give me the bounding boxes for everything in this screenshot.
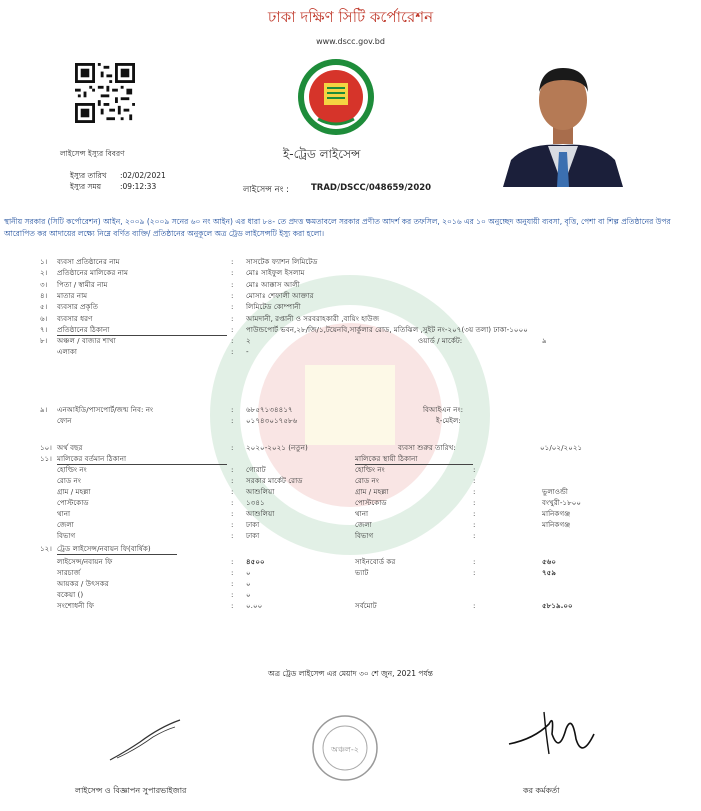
row-colon: : bbox=[231, 557, 234, 566]
row-colon: : bbox=[473, 476, 476, 485]
svg-text:অঞ্চল-২: অঞ্চল-২ bbox=[331, 745, 359, 754]
qr-code bbox=[75, 63, 135, 123]
office-seal bbox=[310, 713, 380, 783]
ward-value: ৯ bbox=[542, 336, 547, 346]
row-label: ব্যবসার ধরণ bbox=[57, 313, 93, 323]
fee-right-value: ৫৬০ bbox=[542, 557, 557, 566]
fiscal-year-value: ২০২০-২০২১ (নতুন) bbox=[246, 443, 308, 452]
website-url[interactable]: www.dscc.gov.bd bbox=[316, 37, 385, 46]
row-colon: : bbox=[231, 465, 234, 474]
legal-intro-text: স্থানীয় সরকার (সিটি কর্পোরেশন) আইন, ২০০৯ (২০০৯ সনের ৬০ নং আইন) এর ধারা ৮৪- তে প্রদত্ত ক্ষমতাবলে সরকার প্রণীত আদর্শ কর তফসিল, ২০১৬ এর ১০ অনুচ্ছেদ অনুযায়ী ব্যবসা, বৃত্তি, পেশা বা শিল্প প্রতিষ্ঠানের উপর আরোপিত কর আদায়ের লক্ষ্যে নিম্নে বর্ণিত ব্যক্তি/ প্রতিষ্ঠানের অনুকূলে অত্র ট্রেড লাইসেন্সটি ইস্যু করা হলো। bbox=[4, 217, 671, 238]
supervisor-label: লাইসেন্স ও বিজ্ঞাপন সুপারভাইজার bbox=[75, 786, 187, 795]
row-colon: : bbox=[231, 498, 234, 507]
row-colon: : bbox=[231, 601, 234, 610]
fee-value: ০.০০ bbox=[246, 601, 263, 610]
present-address-field-value: আশুলিয়া bbox=[246, 509, 275, 518]
row-label: মাতার নাম bbox=[57, 290, 88, 300]
row-value: মোসাঃ শেফালী আক্তার bbox=[246, 290, 314, 300]
row-colon: : bbox=[473, 557, 476, 566]
permanent-address-title: মালিকের স্থায়ী ঠিকানা bbox=[355, 454, 418, 463]
row-colon: : bbox=[231, 531, 234, 540]
present-address-field-value: ঢাকা bbox=[246, 531, 260, 540]
row-colon: : bbox=[473, 509, 476, 518]
row-colon: : bbox=[231, 336, 234, 346]
row-colon: : bbox=[231, 302, 234, 312]
row-colon: : bbox=[231, 487, 234, 496]
permanent-address-field-label: পোস্টকোড bbox=[355, 498, 387, 507]
row-number: ৪। bbox=[40, 290, 48, 300]
row-label: ব্যবসার প্রকৃতি bbox=[57, 302, 98, 312]
permanent-address-field-label: থানা bbox=[355, 509, 369, 518]
row-colon: : bbox=[231, 443, 234, 452]
fee-value: ০ bbox=[246, 590, 251, 599]
present-address-field-label: গ্রাম / মহল্লা bbox=[57, 487, 91, 496]
issue-time-value: :09:12:33 bbox=[120, 182, 157, 191]
supervisor-signature bbox=[105, 712, 185, 767]
dscc-emblem-logo bbox=[296, 57, 376, 137]
row-value: ২ bbox=[246, 336, 251, 346]
permanent-address-field-label: গ্রাম / মহল্লা bbox=[355, 487, 389, 496]
permanent-address-field-value: বংখুরী-১৮০০ bbox=[542, 498, 582, 507]
row-colon: : bbox=[231, 509, 234, 518]
row-value: - bbox=[246, 347, 249, 357]
row-number: ৫। bbox=[40, 302, 48, 312]
row-colon: : bbox=[231, 279, 234, 289]
fee-right-value: ৫৮১৯.০০ bbox=[542, 601, 573, 610]
nid-value: ৬৮৫৭১৩৪৪১৭ bbox=[246, 405, 293, 414]
phone-value: ০১৭৪৩০১৭৫৮৬ bbox=[246, 416, 298, 425]
permanent-address-field-label: রোড নং bbox=[355, 476, 379, 485]
page-title: ঢাকা দক্ষিণ সিটি কর্পোরেশন bbox=[267, 8, 434, 26]
fees-title: ট্রেড লাইসেন্স/নবায়ন ফি(বার্ষিক) bbox=[57, 544, 151, 553]
row-colon: : bbox=[473, 520, 476, 529]
present-address-title: মালিকের বর্তমান ঠিকানা bbox=[57, 454, 127, 463]
fee-value: ০ bbox=[246, 579, 251, 588]
row-number: ৭। bbox=[40, 324, 48, 334]
permanent-address-field-value: মানিকগঞ্জ bbox=[542, 520, 571, 529]
row-number: ৬। bbox=[40, 313, 48, 323]
row-value: পাউন্ডপোর্ট ভবন,২৮/জি/১,টয়েনবি,সার্কুলার রোড, মতিঝিল ,সুইট নং-২০৭(৩য় তলা) ঢাকা-১০০০ bbox=[246, 324, 528, 334]
row-value: মোঃ সাইফুল ইসলাম bbox=[246, 268, 305, 278]
etrade-license-title: ই-ট্রেড লাইসেন্স bbox=[283, 147, 361, 161]
fee-right-label: ভ্যাট bbox=[355, 568, 369, 577]
row-colon: : bbox=[473, 601, 476, 610]
row-number: ৯। bbox=[40, 405, 48, 414]
owner-photo bbox=[493, 50, 633, 187]
fee-value: ৪৫০০ bbox=[246, 557, 265, 566]
ward-label: ওয়ার্ড / মার্কেট: bbox=[418, 336, 463, 346]
tax-officer-signature bbox=[504, 704, 604, 764]
row-colon: : bbox=[231, 520, 234, 529]
present-address-field-value: ১৩৪১ bbox=[246, 498, 265, 507]
fee-right-label: সাইনবোর্ড কর bbox=[355, 557, 396, 566]
permanent-address-field-label: বিভাগ bbox=[355, 531, 374, 540]
present-address-field-label: বিভাগ bbox=[57, 531, 76, 540]
issue-time-label: ইস্যুর সময় bbox=[70, 182, 102, 191]
row-colon: : bbox=[231, 579, 234, 588]
row-colon: : bbox=[231, 416, 234, 425]
row-value: সাসটেক ফ্যাশন লিমিটেড bbox=[246, 257, 318, 266]
fee-right-label: সর্বমোট bbox=[355, 601, 377, 610]
present-address-field-label: রোড নং bbox=[57, 476, 81, 485]
issue-date-value: :02/02/2021 bbox=[120, 171, 166, 180]
row-colon: : bbox=[473, 498, 476, 507]
nid-label: এনআইডি/পাসপোর্ট/জন্ম নিব: নং bbox=[57, 405, 154, 414]
row-colon: : bbox=[231, 476, 234, 485]
permanent-address-field-label: হোল্ডিং নং bbox=[355, 465, 385, 474]
row-colon: : bbox=[231, 568, 234, 577]
fee-label: লাইসেন্স/নবায়ন ফি bbox=[57, 557, 113, 566]
row-colon: : bbox=[231, 268, 234, 278]
fees-title-underline bbox=[57, 554, 177, 555]
fee-label: সারচার্জ bbox=[57, 568, 81, 577]
row-colon: : bbox=[231, 313, 234, 323]
bin-label: বিআইএন নং: bbox=[423, 405, 464, 414]
row-colon: : bbox=[473, 531, 476, 540]
tax-officer-label: কর কর্মকর্তা bbox=[523, 786, 560, 795]
fiscal-year-label: অর্থ বছর bbox=[57, 443, 83, 452]
phone-label: ফোন bbox=[57, 416, 72, 425]
row-value: মোঃ আক্কাস আলী bbox=[246, 279, 300, 289]
row-label: এলাকা bbox=[57, 347, 78, 357]
license-number-label: লাইসেন্স নং : bbox=[243, 185, 289, 195]
row-colon: : bbox=[231, 257, 234, 266]
row-number: ৮। bbox=[40, 336, 48, 346]
license-issue-details-label: লাইসেন্স ইস্যুর বিবরণ bbox=[60, 149, 125, 158]
fee-label: বকেয়া () bbox=[57, 590, 84, 599]
present-address-field-label: থানা bbox=[57, 509, 71, 518]
permanent-address-field-value: মানিকগঞ্জ bbox=[542, 509, 571, 518]
present-address-field-value: আশুলিয়া bbox=[246, 487, 275, 496]
row-colon: : bbox=[231, 324, 234, 334]
present-address-field-value: সরকার মার্কেট রোড bbox=[246, 476, 303, 485]
business-start-value: ০১/০২/২০২১ bbox=[540, 443, 583, 452]
row-label: ব্যবসা প্রতিষ্ঠানের নাম bbox=[57, 257, 120, 266]
row-colon: : bbox=[231, 290, 234, 300]
fee-label: সংশোধনী ফি bbox=[57, 601, 95, 610]
row-colon: : bbox=[231, 405, 234, 414]
row-label: পিতা / স্বামীর নাম bbox=[57, 279, 108, 289]
fee-label: আয়কর / উৎসকর bbox=[57, 579, 109, 588]
validity-note: অত্র ট্রেড লাইসেন্স এর মেয়াদ ৩০ শে জুন, 2021 পর্যন্ত bbox=[268, 669, 433, 678]
issue-date-label: ইস্যুর তারিখ bbox=[70, 171, 107, 180]
present-address-field-value: গোরাট bbox=[246, 465, 266, 474]
present-address-field-label: পোস্টকোড bbox=[57, 498, 89, 507]
row-label: অঞ্চল / বাজার শাখা bbox=[57, 336, 116, 346]
row-number: ১। bbox=[40, 257, 48, 266]
row-value: লিমিটেড কোম্পানী bbox=[246, 302, 301, 312]
fee-value: ০ bbox=[246, 568, 251, 577]
present-address-field-label: হোল্ডিং নং bbox=[57, 465, 87, 474]
row-colon: : bbox=[473, 465, 476, 474]
row-label: প্রতিষ্ঠানের ঠিকানা bbox=[57, 324, 110, 334]
row-colon: : bbox=[231, 590, 234, 599]
fee-right-value: ৭৫৯ bbox=[542, 568, 557, 577]
license-number-value: TRAD/DSCC/048659/2020 bbox=[311, 183, 432, 193]
row-number: ১১। bbox=[40, 454, 52, 463]
row-number: ২। bbox=[40, 268, 48, 278]
email-label: ই-মেইল: bbox=[436, 416, 461, 425]
row-value: আমদানী, রপ্তানী ও সরবরাহকারী ,বায়িং হাউজ bbox=[246, 313, 380, 323]
row-colon: : bbox=[473, 568, 476, 577]
row-label: প্রতিষ্ঠানের মালিকের নাম bbox=[57, 268, 129, 278]
present-address-field-label: জেলা bbox=[57, 520, 74, 529]
row-number: ৩। bbox=[40, 279, 48, 289]
row-colon: : bbox=[473, 487, 476, 496]
permanent-address-field-label: জেলা bbox=[355, 520, 372, 529]
business-start-label: ব্যবসা শুরুর তারিখ: bbox=[398, 443, 456, 452]
row-number: ১০। bbox=[40, 443, 52, 452]
present-address-field-value: ঢাকা bbox=[246, 520, 260, 529]
row-number: ১২। bbox=[40, 544, 52, 553]
row-colon: : bbox=[231, 347, 234, 357]
permanent-address-field-value: ভুলাওন্ডী bbox=[542, 487, 568, 496]
